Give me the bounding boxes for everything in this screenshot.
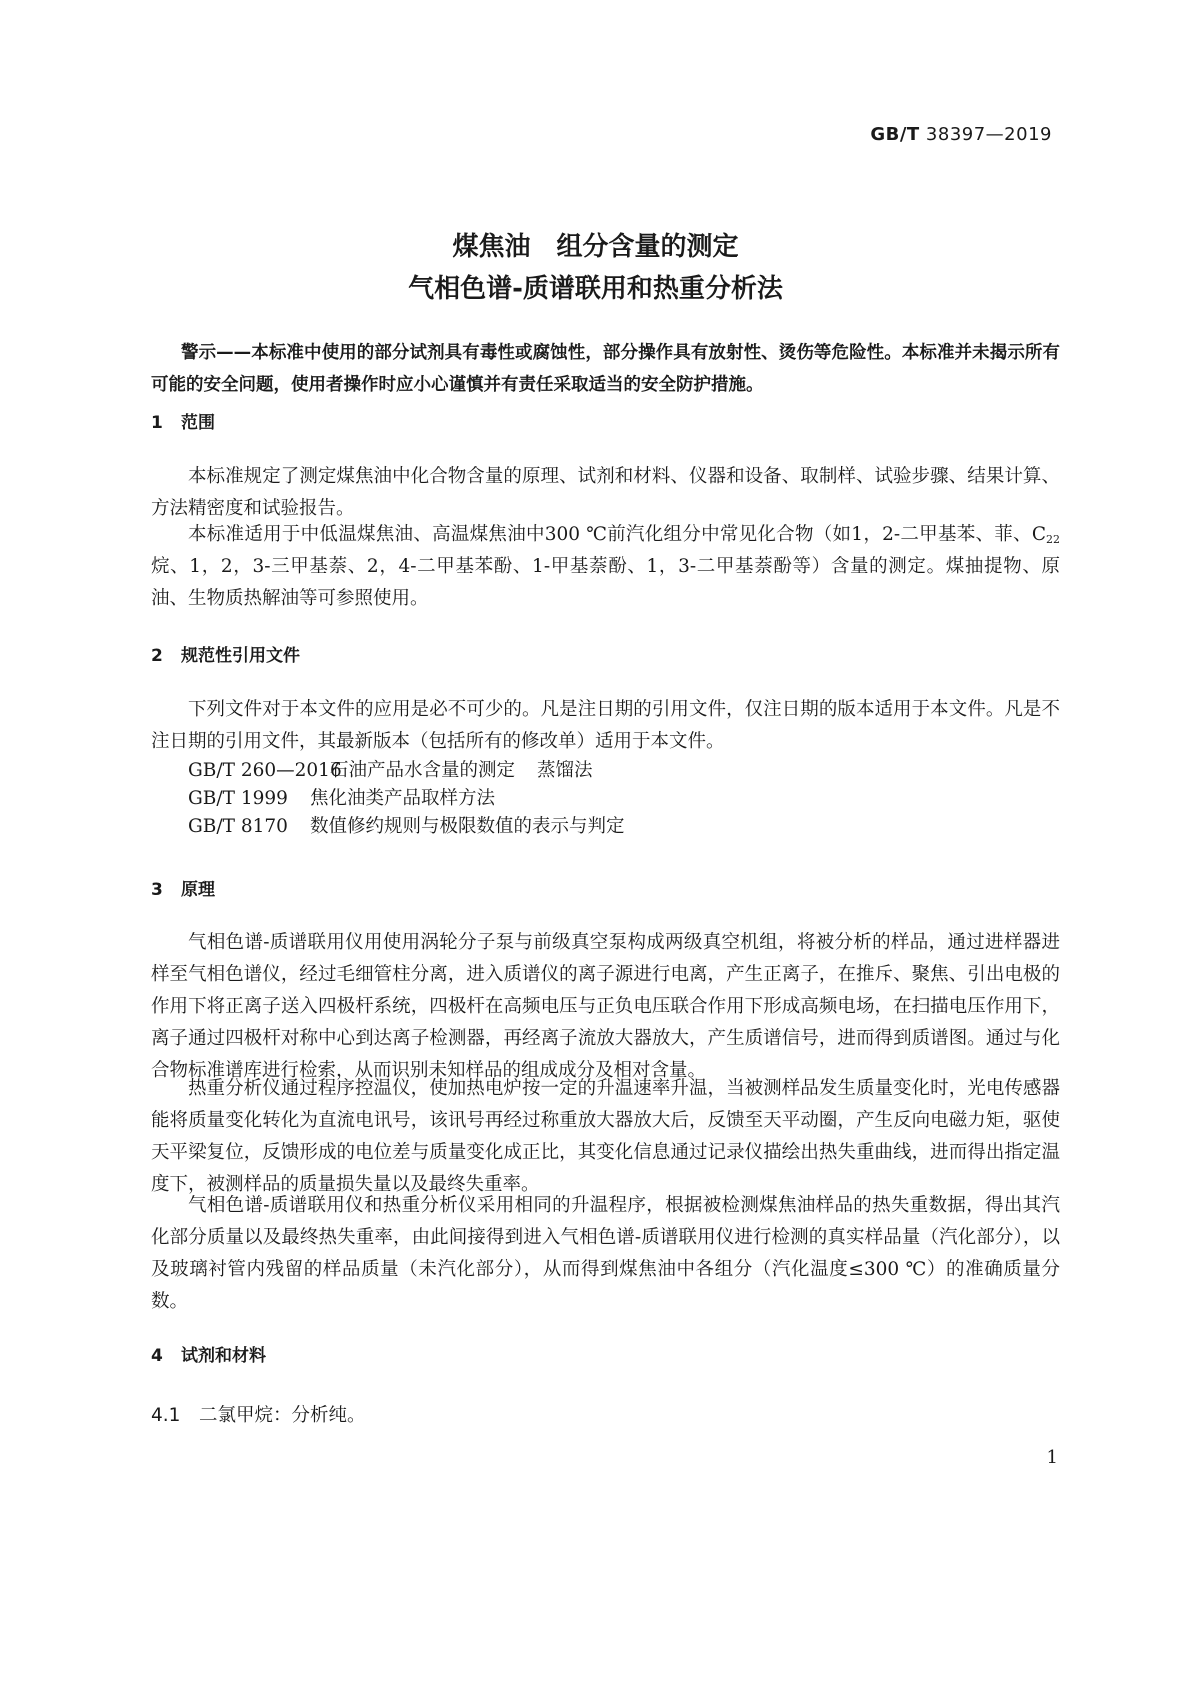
reference-code: GB/T 1999 [188,788,288,809]
reference-item [188,812,625,842]
standard-code [870,124,1052,145]
section-title: 原理 [181,880,215,900]
scope-paragraph-1: 本标准规定了测定煤焦油中化合物含量的原理、试剂和材料、仪器和设备、取制样、试验步骤、结果计算、方法精密度和试验报告。 [151,466,1060,519]
reference-subtitle: 蒸馏法 [537,760,593,781]
document-title-line2: 气相色谱-质谱联用和热重分析法 [408,274,783,304]
section-heading-reagents [151,1341,266,1366]
section-title: 规范性引用文件 [181,646,300,666]
principle-paragraph-2: 热重分析仪通过程序控温仪，使加热电炉按一定的升温速率升温，当被测样品发生质量变化时，光电传感器能将质量变化转化为直流电讯号，该讯号再经过称重放大器放大后，反馈至天平动圈，产生反向电磁力矩，驱使天平梁复位，反馈形成的电位差与质量变化成正比，其变化信息通过记录仪描绘出热失重曲线，进而得出指定温度下，被测样品的质量损失量以及最终失重率。 [151,1078,1060,1195]
section-heading-normative-references [151,641,300,666]
scope-p2-before: 本标准适用于中低温煤焦油、高温煤焦油中300 ℃前汽化组分中常见化合物（如1，2-二甲基苯、菲、C [188,524,1046,545]
section-number: 4 [151,1346,163,1366]
scope-p2-after: 烷、1，2，3-三甲基萘、2，4-二甲基苯酚、1-甲基萘酚、1，3-二甲基萘酚等）含量的测定。煤抽提物、原油、生物质热解油等可参照使用。 [151,556,1060,609]
normative-intro-paragraph: 下列文件对于本文件的应用是必不可少的。凡是注日期的引用文件，仅注日期的版本适用于本文件。凡是不注日期的引用文件，其最新版本（包括所有的修改单）适用于本文件。 [151,699,1060,752]
reference-title: 焦化油类产品取样方法 [310,788,496,809]
reference-title: 石油产品水含量的测定 [330,760,516,781]
scope-paragraph-2 [151,519,1060,615]
section-number: 3 [151,880,163,900]
standard-code-number: 38397—2019 [925,124,1052,145]
principle-paragraph-3: 气相色谱-质谱联用仪和热重分析仪采用相同的升温程序，根据被检测煤焦油样品的热失重数据，得出其汽化部分质量以及最终热失重率，由此间接得到进入气相色谱-质谱联用仪进行检测的真实样品量（汽化部分），以及玻璃衬管内残留的样品质量（未汽化部分），从而得到煤焦油中各组分（汽化温度≤300 ℃）的准确质量分数。 [151,1195,1060,1312]
document-title-line1: 煤焦油 组分含量的测定 [452,232,739,262]
reference-item [188,756,593,786]
reference-item [188,784,495,814]
reference-title: 数值修约规则与极限数值的表示与判定 [310,816,625,837]
section-number: 2 [151,646,163,666]
section-heading-principle [151,875,215,900]
standard-code-prefix: GB/T [870,124,920,145]
reagent-item [151,1401,366,1427]
reference-code: GB/T 260—2016 [188,760,342,781]
item-text: 二氯甲烷：分析纯。 [199,1405,366,1426]
section-title: 范围 [181,413,215,433]
principle-paragraph-1: 气相色谱-质谱联用仪用使用涡轮分子泵与前级真空泵构成两级真空机组，将被分析的样品，通过进样器进样至气相色谱仪，经过毛细管柱分离，进入质谱仪的离子源进行电离，产生正离子，在推斥、聚焦、引出电极的作用下将正离子送入四极杆系统，四极杆在高频电压与正负电压联合作用下形成高频电场，在扫描电压作用下，离子通过四极杆对称中心到达离子检测器，再经离子流放大器放大，产生质谱信号，进而得到质谱图。通过与化合物标准谱库进行检索，从而识别未知样品的组成成分及相对含量。 [151,932,1060,1081]
reference-code: GB/T 8170 [188,816,288,837]
item-number: 4.1 [151,1405,181,1426]
section-title: 试剂和材料 [181,1346,266,1366]
warning-paragraph: 警示——本标准中使用的部分试剂具有毒性或腐蚀性，部分操作具有放射性、烫伤等危险性。本标准并未揭示所有可能的安全问题，使用者操作时应小心谨慎并有责任采取适当的安全防护措施。 [151,343,1060,395]
section-number: 1 [151,413,163,433]
section-heading-scope [151,408,215,433]
page-number: 1 [1046,1447,1058,1468]
scope-p2-subscript: 22 [1046,533,1060,546]
